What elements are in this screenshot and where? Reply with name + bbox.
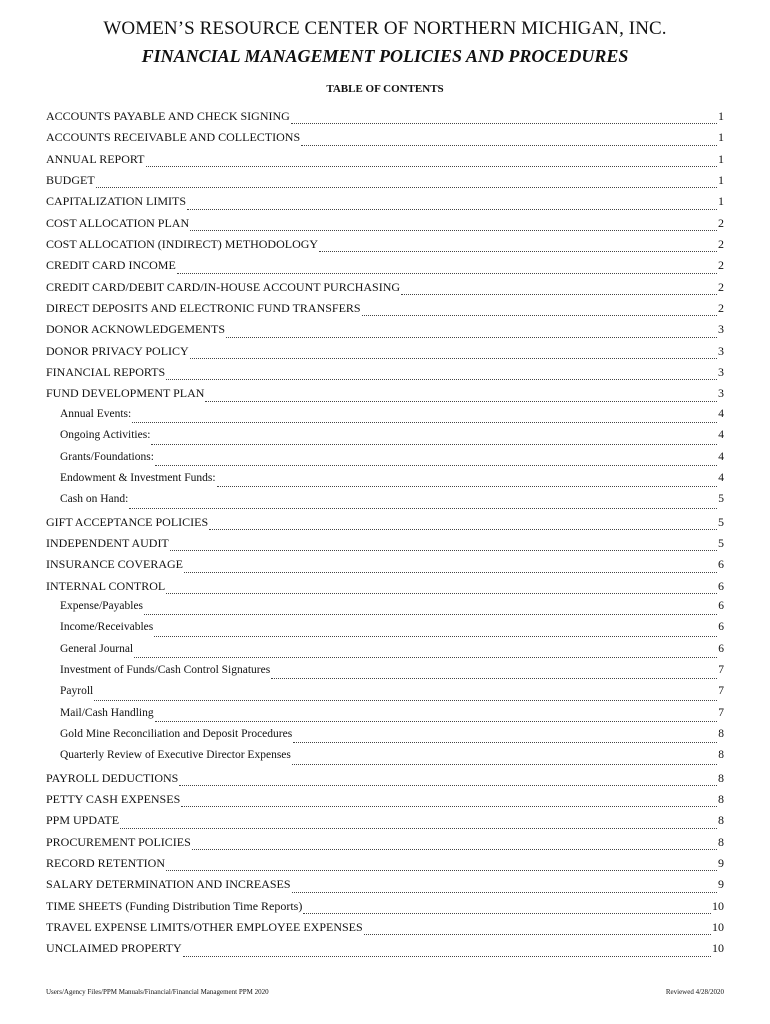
toc-page-number: 9 [718,877,724,892]
table-of-contents [46,109,724,963]
dot-leader [292,755,717,765]
toc-entry[interactable] [46,579,724,600]
toc-page-number: 1 [718,109,724,123]
toc-subentry[interactable] [46,600,724,621]
toc-entry-label: DONOR PRIVACY POLICY [46,343,189,358]
toc-entry[interactable] [46,835,724,856]
toc-page-number: 1 [718,130,724,145]
dot-leader [301,136,717,146]
toc-entry-label: RECORD RETENTION [46,856,165,871]
toc-page-number: 4 [718,429,724,442]
toc-entry-label: INDEPENDENT AUDIT [46,535,169,550]
dot-leader [166,370,717,380]
toc-subentry[interactable] [46,493,724,514]
toc-page-number: 2 [718,279,724,294]
toc-page-number: 3 [718,365,724,380]
toc-page-number: 6 [718,642,724,655]
toc-entry[interactable] [46,237,724,258]
toc-subentry[interactable] [46,643,724,664]
toc-page-number: 7 [718,706,724,719]
toc-entry-label: GIFT ACCEPTANCE POLICIES [46,514,209,529]
toc-page-number: 5 [718,493,724,506]
toc-entry[interactable] [46,536,724,557]
dot-leader [166,861,717,871]
dot-leader [293,733,717,743]
dot-leader [132,413,717,423]
toc-page-number: 4 [718,450,724,463]
toc-subentry[interactable] [46,685,724,706]
dot-leader [134,648,717,658]
dot-leader [205,392,717,402]
toc-entry[interactable] [46,515,724,536]
toc-entry-label: Quarterly Review of Executive Director Expenses [60,749,291,762]
toc-entry-label: PPM UPDATE [46,813,120,828]
toc-page-number: 3 [718,386,724,401]
dot-leader [181,797,717,807]
toc-entry[interactable] [46,344,724,365]
toc-entry-label: CREDIT CARD/DEBIT CARD/IN-HOUSE ACCOUNT PURCHASING [46,279,401,294]
dot-leader [187,200,717,210]
toc-entry[interactable] [46,557,724,578]
dot-leader [146,157,717,167]
toc-entry[interactable] [46,173,724,194]
toc-page-number: 8 [718,834,724,849]
dot-leader [155,712,718,722]
toc-heading: TABLE OF CONTENTS [326,83,444,95]
toc-page-number: 2 [718,258,724,273]
toc-entry-label: PAYROLL DEDUCTIONS [46,770,179,785]
dot-leader [226,328,717,338]
toc-entry-label: Investment of Funds/Cash Control Signatures [60,663,271,676]
toc-entry-label: Income/Receivables [60,621,154,634]
toc-entry-label: BUDGET [46,173,95,188]
toc-entry-label: TRAVEL EXPENSE LIMITS/OTHER EMPLOYEE EXPENSES [46,920,363,935]
toc-page-number: 1 [718,194,724,209]
toc-page-number: 3 [718,322,724,337]
toc-entry-label: COST ALLOCATION PLAN [46,215,190,230]
toc-page-number: 6 [718,578,724,593]
toc-page-number: 8 [718,749,724,762]
toc-subentry[interactable] [46,472,724,493]
toc-page-number: 3 [718,343,724,358]
toc-subentry[interactable] [46,429,724,450]
footer-file-path: Users/Agency Files/PPM Manuals/Financial/Financial Management PPM 2020 [46,988,269,996]
toc-entry-label: PROCUREMENT POLICIES [46,834,191,849]
toc-entry[interactable] [46,152,724,173]
dot-leader [129,499,717,509]
toc-entry[interactable] [46,194,724,215]
toc-page-number: 10 [712,898,724,913]
dot-leader [166,584,717,594]
toc-entry-label: Ongoing Activities: [60,429,151,442]
toc-entry-label: DONOR ACKNOWLEDGEMENTS [46,322,225,337]
toc-page-number: 1 [718,151,724,166]
toc-page-number: 8 [718,727,724,740]
toc-entry[interactable] [46,792,724,813]
dot-leader [319,242,717,252]
toc-page-number: 5 [718,514,724,529]
toc-page-number: 6 [718,621,724,634]
toc-entry[interactable] [46,771,724,792]
organization-title: WOMEN’S RESOURCE CENTER OF NORTHERN MICHIGAN, INC. [103,18,667,39]
dot-leader [144,605,717,615]
toc-entry[interactable] [46,280,724,301]
dot-leader [209,520,717,530]
dot-leader [179,776,717,786]
toc-entry[interactable] [46,856,724,877]
dot-leader [96,178,717,188]
toc-entry-label: DIRECT DEPOSITS AND ELECTRONIC FUND TRANSFERS [46,301,361,316]
dot-leader [177,264,717,274]
dot-leader [154,627,717,637]
dot-leader [155,456,717,466]
toc-entry-label: Annual Events: [60,407,132,420]
toc-subentry[interactable] [46,408,724,429]
footer-reviewed-date: Reviewed 4/28/2020 [665,988,724,996]
dot-leader [401,285,717,295]
dot-leader [303,904,711,914]
toc-subentry[interactable] [46,451,724,472]
toc-entry-label: Cash on Hand: [60,493,129,506]
toc-entry-label: CREDIT CARD INCOME [46,258,176,273]
toc-page-number: 5 [718,535,724,550]
toc-page-number: 6 [718,557,724,572]
dot-leader [217,477,718,487]
dot-leader [183,947,711,957]
toc-entry-label: General Journal [60,642,134,655]
dot-leader [94,691,717,701]
toc-page-number: 2 [718,301,724,316]
toc-entry[interactable] [46,877,724,898]
toc-entry-label: CAPITALIZATION LIMITS [46,194,187,209]
toc-entry[interactable] [46,109,724,130]
toc-entry[interactable] [46,941,724,962]
toc-page-number: 1 [718,173,724,188]
dot-leader [291,114,717,124]
toc-entry-label: ANNUAL REPORT [46,151,145,166]
dot-leader [170,541,717,551]
toc-entry[interactable] [46,813,724,834]
toc-entry-label: INSURANCE COVERAGE [46,557,184,572]
toc-page-number: 8 [718,770,724,785]
dot-leader [362,306,717,316]
toc-page-number: 7 [718,663,724,676]
toc-page-number: 9 [718,856,724,871]
toc-entry-label: INTERNAL CONTROL [46,578,166,593]
dot-leader [271,669,717,679]
toc-page-number: 2 [718,215,724,230]
toc-entry[interactable] [46,322,724,343]
toc-subentry[interactable] [46,749,724,770]
dot-leader [292,883,717,893]
toc-entry-label: ACCOUNTS PAYABLE AND CHECK SIGNING [46,109,290,123]
toc-entry[interactable] [46,258,724,279]
toc-subentry[interactable] [46,621,724,642]
dot-leader [190,221,717,231]
toc-subentry[interactable] [46,728,724,749]
toc-page-number: 7 [718,685,724,698]
toc-entry[interactable] [46,216,724,237]
toc-entry-label: COST ALLOCATION (INDIRECT) METHODOLOGY [46,237,319,252]
toc-subentry[interactable] [46,664,724,685]
toc-page-number: 2 [718,237,724,252]
document-title: FINANCIAL MANAGEMENT POLICIES AND PROCEDURES [141,46,629,66]
toc-entry-label: FINANCIAL REPORTS [46,365,166,380]
toc-entry-label: Mail/Cash Handling [60,706,154,719]
toc-subentry[interactable] [46,707,724,728]
toc-entry-label: TIME SHEETS (Funding Distribution Time Reports) [46,898,303,913]
dot-leader [184,563,717,573]
toc-page-number: 8 [718,813,724,828]
toc-entry-label: FUND DEVELOPMENT PLAN [46,386,205,401]
toc-page-number: 4 [718,471,724,484]
toc-page-number: 10 [712,941,724,956]
dot-leader [192,840,717,850]
toc-page-number: 6 [718,599,724,612]
toc-page-number: 10 [712,920,724,935]
toc-entry-label: Expense/Payables [60,599,144,612]
toc-entry[interactable] [46,386,724,407]
toc-entry-label: Grants/Foundations: [60,450,154,463]
toc-entry-label: UNCLAIMED PROPERTY [46,941,182,956]
toc-entry[interactable] [46,899,724,920]
toc-entry[interactable] [46,130,724,151]
toc-entry-label: Endowment & Investment Funds: [60,471,216,484]
toc-entry[interactable] [46,920,724,941]
toc-page-number: 4 [718,407,724,420]
dot-leader [190,349,717,359]
toc-entry-label: Gold Mine Reconciliation and Deposit Procedures [60,727,293,740]
toc-entry[interactable] [46,301,724,322]
toc-entry[interactable] [46,365,724,386]
toc-entry-label: Payroll [60,685,94,698]
dot-leader [120,819,717,829]
toc-entry-label: ACCOUNTS RECEIVABLE AND COLLECTIONS [46,130,301,145]
toc-entry-label: PETTY CASH EXPENSES [46,792,181,806]
dot-leader [364,925,711,935]
toc-page-number: 8 [718,792,724,806]
toc-entry-label: SALARY DETERMINATION AND INCREASES [46,877,291,892]
dot-leader [151,435,717,445]
